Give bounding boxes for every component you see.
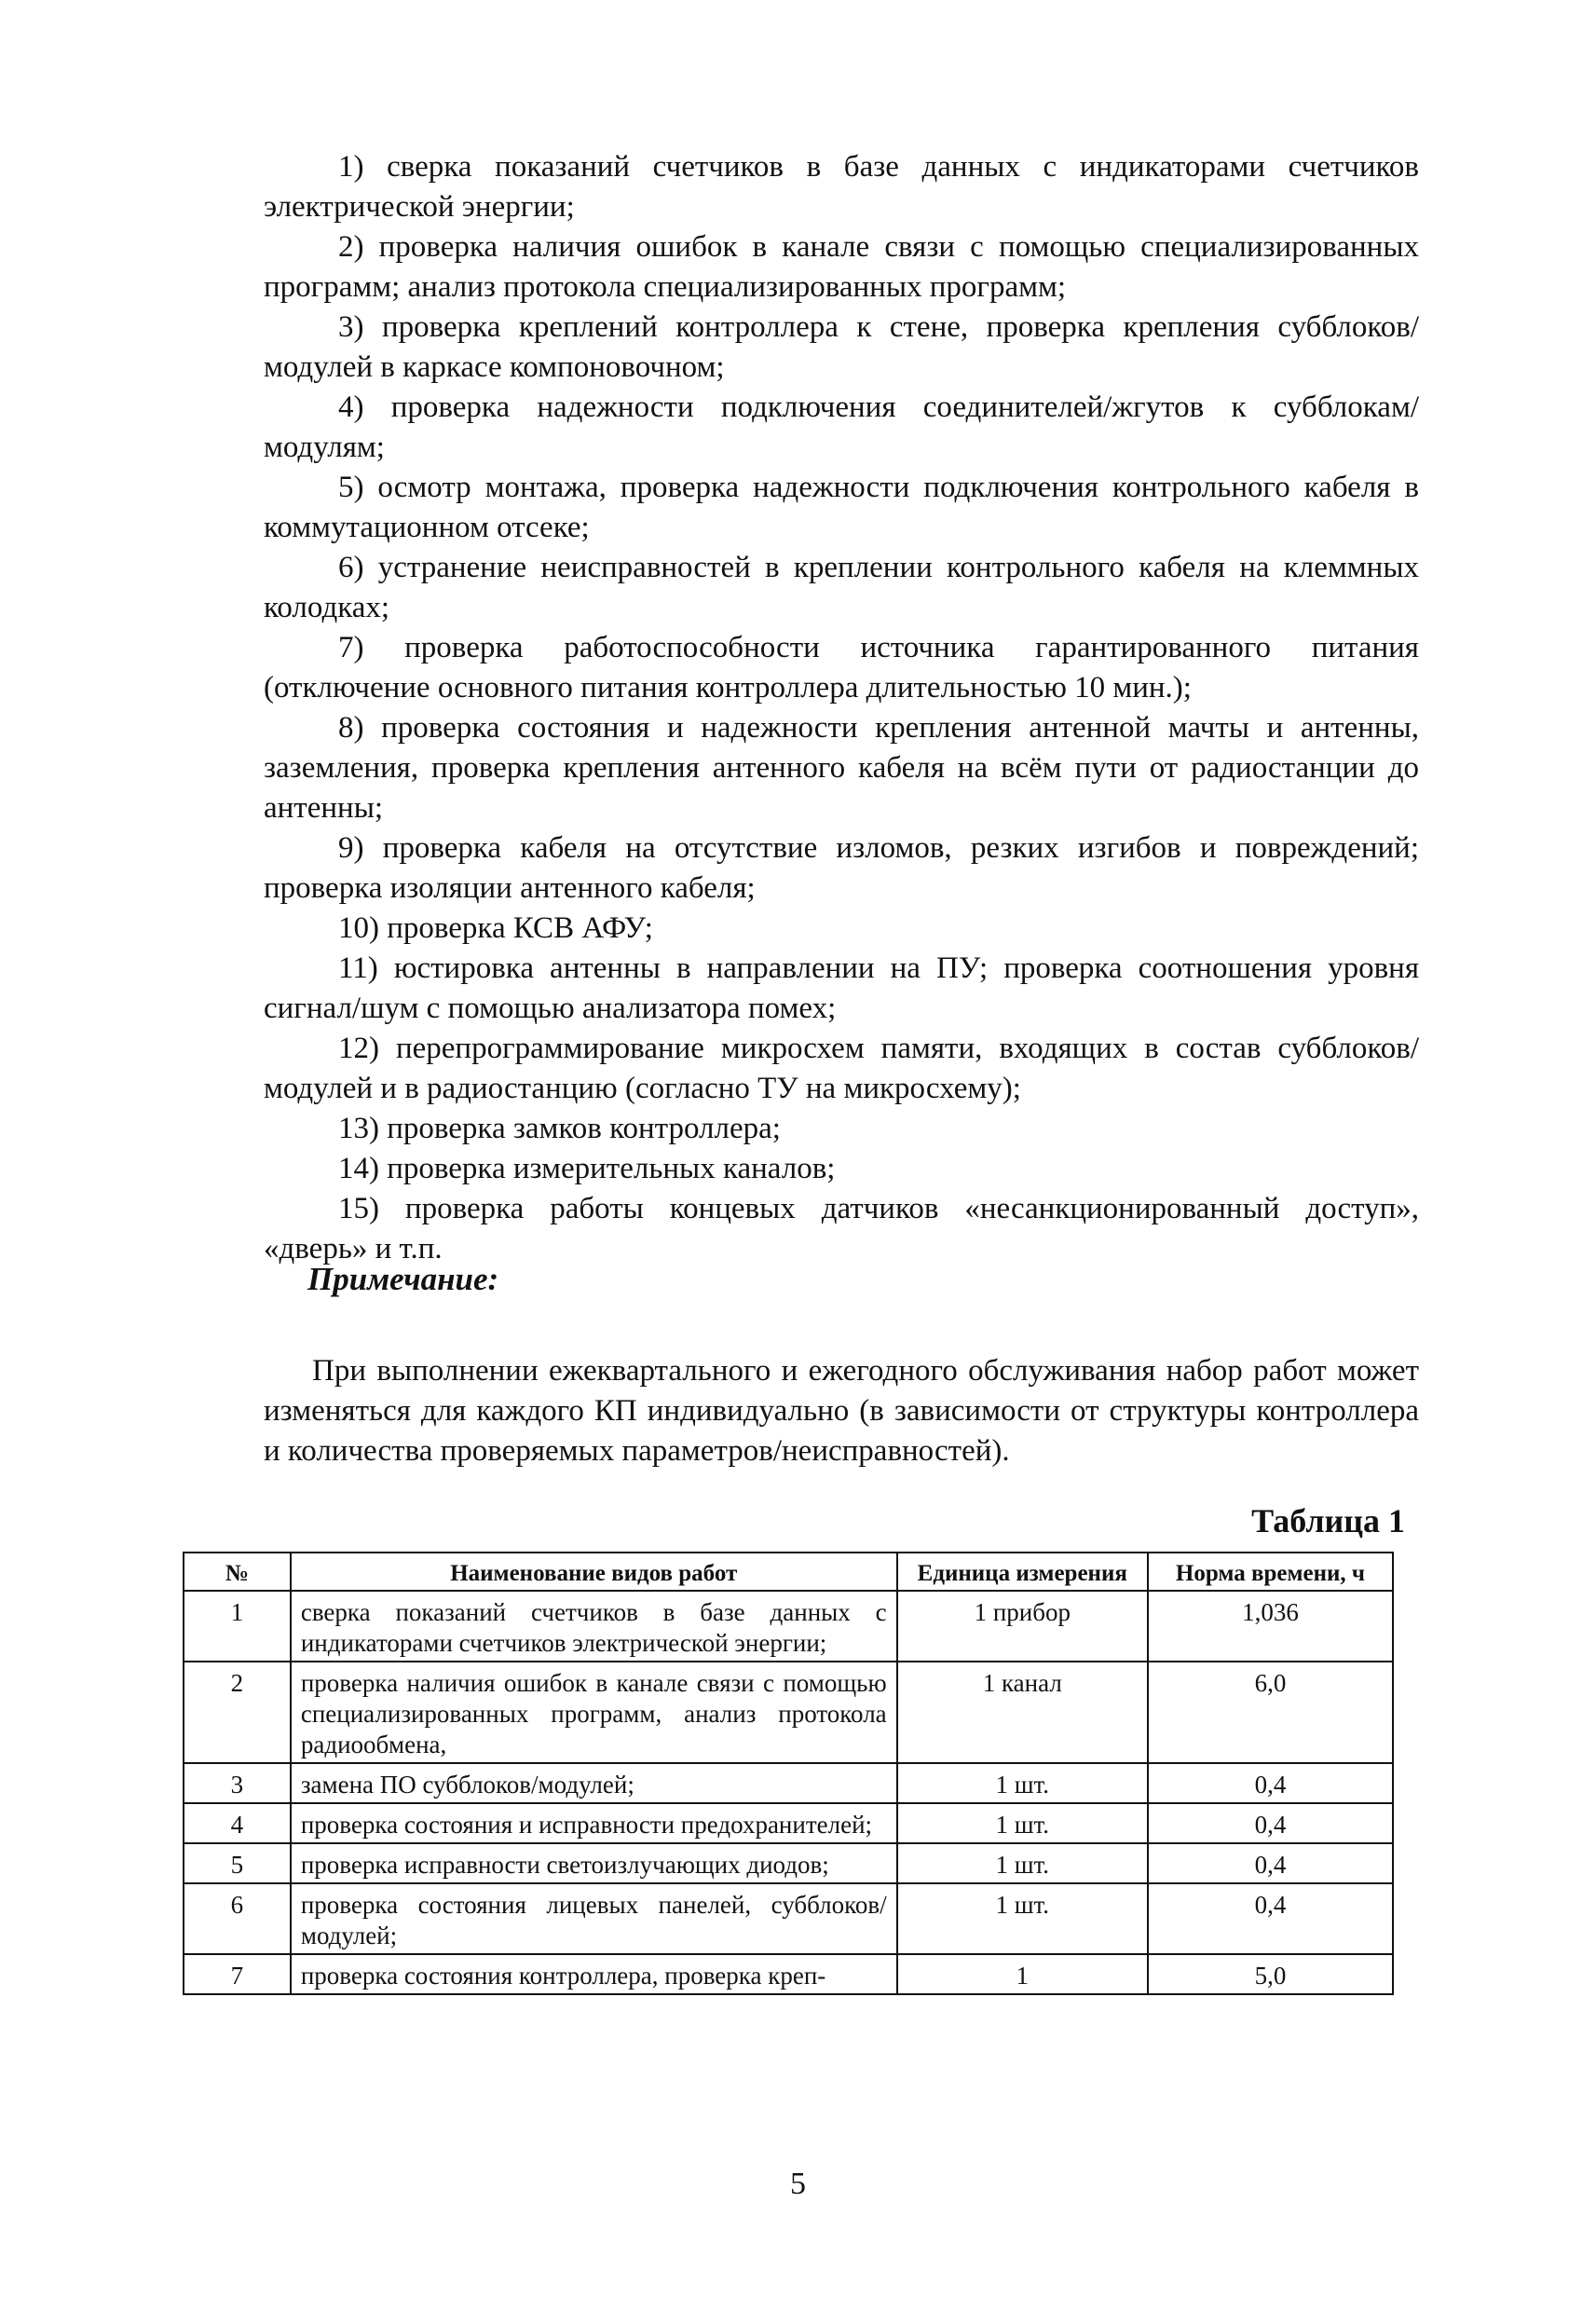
cell-unit: 1 канал <box>897 1662 1148 1763</box>
list-item: 4) проверка надежности подключения соединителей/жгутов к субблокам/модулям; <box>264 390 1419 464</box>
note-text: При выполнении ежеквартального и ежегодного обслуживания набор работ может изменяться для каждого КП индивидуально (в зависимости от структуры контроллера и количества проверяемых параметров/неисправностей). <box>264 1354 1419 1468</box>
table-row <box>184 1763 1393 1803</box>
table-header-row <box>184 1553 1393 1591</box>
cell-number: 7 <box>184 1954 291 1994</box>
cell-time-norm: 0,4 <box>1148 1883 1393 1954</box>
work-norms-table <box>183 1552 1394 1995</box>
table-row <box>184 1843 1393 1883</box>
cell-unit: 1 <box>897 1954 1148 1994</box>
table-row <box>184 1883 1393 1954</box>
header-number: № <box>184 1553 291 1591</box>
list-item: 1) сверка показаний счетчиков в базе данных с индикаторами счетчиков электрической энергии; <box>264 150 1419 224</box>
cell-unit: 1 прибор <box>897 1591 1148 1662</box>
list-item: 2) проверка наличия ошибок в канале связи с помощью специализированных программ; анализ протокола специализированных программ; <box>264 230 1419 304</box>
cell-time-norm: 0,4 <box>1148 1763 1393 1803</box>
list-item: 9) проверка кабеля на отсутствие изломов, резких изгибов и повреждений; проверка изоляции антенного кабеля; <box>264 831 1419 905</box>
cell-unit: 1 шт. <box>897 1803 1148 1843</box>
table-row <box>184 1954 1393 1994</box>
list-item: 5) осмотр монтажа, проверка надежности подключения контрольного кабеля в коммутационном отсеке; <box>264 471 1419 544</box>
list-item: 6) устранение неисправностей в креплении контрольного кабеля на клеммных колодках; <box>264 551 1419 624</box>
cell-number: 5 <box>184 1843 291 1883</box>
table-caption: Таблица 1 <box>1251 1502 1405 1539</box>
cell-work-name: проверка состояния и исправности предохранителей; <box>291 1803 897 1843</box>
list-item: 11) юстировка антенны в направлении на ПУ; проверка соотношения уровня сигнал/шум с помощью анализатора помех; <box>264 951 1419 1025</box>
page-number: 5 <box>790 2167 806 2201</box>
cell-time-norm: 0,4 <box>1148 1803 1393 1843</box>
cell-number: 1 <box>184 1591 291 1662</box>
cell-number: 3 <box>184 1763 291 1803</box>
table-row <box>184 1803 1393 1843</box>
list-item: 13) проверка замков контроллера; <box>338 1112 781 1145</box>
list-item: 3) проверка креплений контроллера к стене, проверка крепления субблоков/модулей в каркасе компоновочном; <box>264 310 1419 384</box>
cell-work-name: замена ПО субблоков/модулей; <box>291 1763 897 1803</box>
list-item: 12) перепрограммирование микросхем памяти, входящих в состав субблоков/модулей и в радиостанцию (согласно ТУ на микросхему); <box>264 1032 1419 1105</box>
work-list <box>264 147 1419 1269</box>
cell-work-name: проверка наличия ошибок в канале связи с помощью специализированных программ, анализ протокола радиообмена, <box>291 1662 897 1763</box>
cell-unit: 1 шт. <box>897 1883 1148 1954</box>
cell-time-norm: 6,0 <box>1148 1662 1393 1763</box>
header-work-name: Наименование видов работ <box>291 1553 897 1591</box>
cell-time-norm: 0,4 <box>1148 1843 1393 1883</box>
cell-work-name: проверка исправности светоизлучающих диодов; <box>291 1843 897 1883</box>
header-time-norm: Норма времени, ч <box>1148 1553 1393 1591</box>
cell-unit: 1 шт. <box>897 1763 1148 1803</box>
cell-number: 4 <box>184 1803 291 1843</box>
list-item: 14) проверка измерительных каналов; <box>338 1152 836 1185</box>
list-item: 8) проверка состояния и надежности крепления антенной мачты и антенны, заземления, проверка крепления антенного кабеля на всём пути от радиостанции до антенны; <box>264 711 1419 825</box>
cell-work-name: сверка показаний счетчиков в базе данных с индикаторами счетчиков электрической энергии; <box>291 1591 897 1662</box>
list-item: 15) проверка работы концевых датчиков «несанкционированный доступ», «дверь» и т.п. <box>264 1192 1419 1265</box>
cell-time-norm: 1,036 <box>1148 1591 1393 1662</box>
table-row <box>184 1662 1393 1763</box>
list-item: 10) проверка КСВ АФУ; <box>338 911 653 945</box>
header-unit: Единица измерения <box>897 1553 1148 1591</box>
cell-work-name: проверка состояния контроллера, проверка креп- <box>291 1954 897 1994</box>
cell-unit: 1 шт. <box>897 1843 1148 1883</box>
note-title: Примечание: <box>307 1261 499 1297</box>
list-item: 7) проверка работоспособности источника гарантированного питания (отключение основного питания контроллера длительностью 10 мин.); <box>264 631 1419 705</box>
table-row <box>184 1591 1393 1662</box>
cell-number: 2 <box>184 1662 291 1763</box>
cell-time-norm: 5,0 <box>1148 1954 1393 1994</box>
cell-number: 6 <box>184 1883 291 1954</box>
cell-work-name: проверка состояния лицевых панелей, субблоков/модулей; <box>291 1883 897 1954</box>
